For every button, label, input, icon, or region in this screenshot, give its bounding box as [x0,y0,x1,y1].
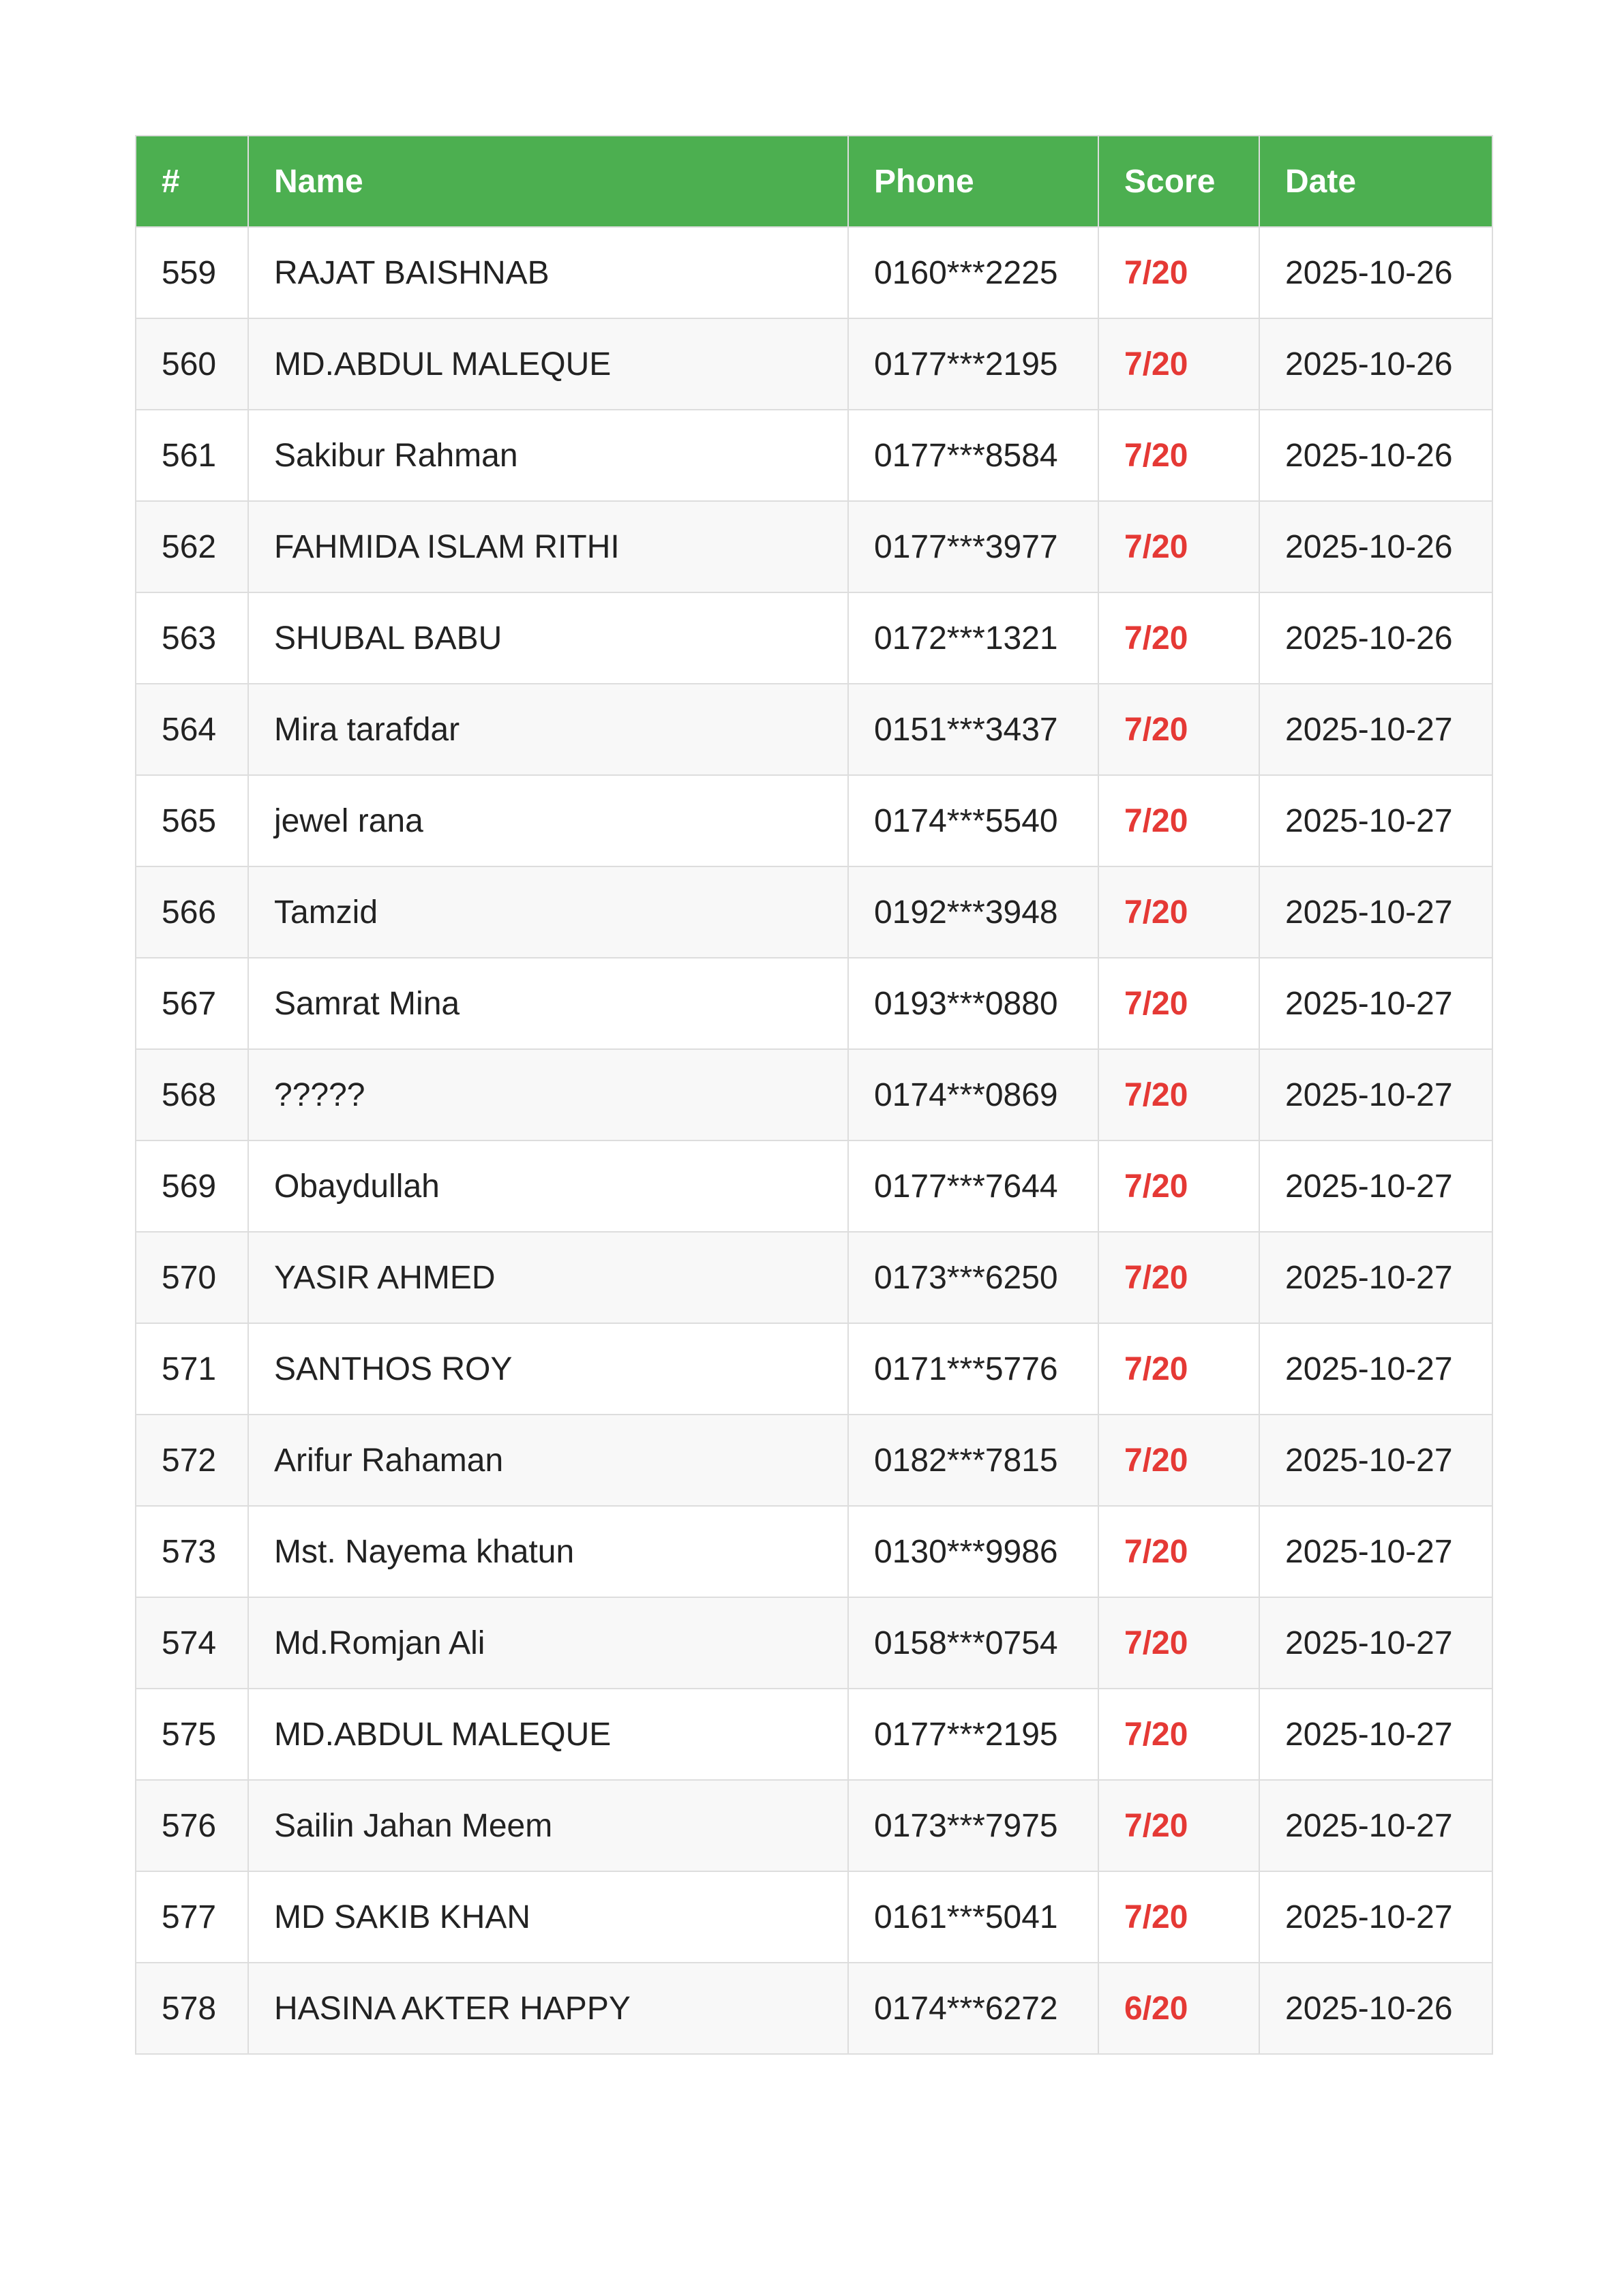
table-body [136,227,1492,2054]
cell-score: 7/20 [1098,227,1259,318]
cell-score: 7/20 [1098,1141,1259,1232]
cell-date: 2025-10-27 [1259,1780,1492,1871]
table-row [136,1141,1492,1232]
table-row [136,1597,1492,1689]
header-num: # [136,136,248,227]
cell-num: 576 [136,1780,248,1871]
cell-name: SHUBAL BABU [248,592,848,684]
cell-phone: 0174***0869 [848,1049,1098,1141]
table-row [136,1506,1492,1597]
cell-score: 7/20 [1098,1232,1259,1323]
cell-phone: 0177***3977 [848,501,1098,592]
cell-score: 7/20 [1098,592,1259,684]
cell-phone: 0177***2195 [848,1689,1098,1780]
cell-score: 7/20 [1098,1049,1259,1141]
cell-score: 7/20 [1098,318,1259,410]
cell-name: Arifur Rahaman [248,1415,848,1506]
cell-date: 2025-10-27 [1259,1597,1492,1689]
cell-phone: 0130***9986 [848,1506,1098,1597]
cell-date: 2025-10-26 [1259,227,1492,318]
cell-phone: 0192***3948 [848,866,1098,958]
table-row [136,1780,1492,1871]
cell-num: 568 [136,1049,248,1141]
cell-phone: 0193***0880 [848,958,1098,1049]
table-row [136,1871,1492,1963]
cell-name: FAHMIDA ISLAM RITHI [248,501,848,592]
cell-num: 574 [136,1597,248,1689]
cell-phone: 0171***5776 [848,1323,1098,1415]
cell-name: MD SAKIB KHAN [248,1871,848,1963]
cell-phone: 0173***6250 [848,1232,1098,1323]
cell-name: ????? [248,1049,848,1141]
cell-date: 2025-10-27 [1259,1232,1492,1323]
cell-name: Mst. Nayema khatun [248,1506,848,1597]
cell-date: 2025-10-26 [1259,501,1492,592]
cell-name: Tamzid [248,866,848,958]
table-row [136,227,1492,318]
cell-num: 559 [136,227,248,318]
cell-phone: 0161***5041 [848,1871,1098,1963]
cell-name: Obaydullah [248,1141,848,1232]
cell-date: 2025-10-26 [1259,410,1492,501]
table-row [136,1415,1492,1506]
cell-num: 566 [136,866,248,958]
cell-num: 577 [136,1871,248,1963]
cell-name: SANTHOS ROY [248,1323,848,1415]
cell-phone: 0160***2225 [848,227,1098,318]
cell-score: 7/20 [1098,1597,1259,1689]
table-row [136,501,1492,592]
cell-score: 7/20 [1098,501,1259,592]
cell-name: Sailin Jahan Meem [248,1780,848,1871]
cell-num: 578 [136,1963,248,2054]
cell-score: 7/20 [1098,1323,1259,1415]
cell-num: 575 [136,1689,248,1780]
cell-phone: 0174***5540 [848,775,1098,866]
cell-name: MD.ABDUL MALEQUE [248,318,848,410]
cell-score: 7/20 [1098,775,1259,866]
cell-num: 561 [136,410,248,501]
cell-name: Mira tarafdar [248,684,848,775]
header-name: Name [248,136,848,227]
cell-date: 2025-10-26 [1259,1963,1492,2054]
cell-score: 7/20 [1098,866,1259,958]
cell-date: 2025-10-26 [1259,592,1492,684]
cell-phone: 0173***7975 [848,1780,1098,1871]
cell-date: 2025-10-27 [1259,866,1492,958]
header-score: Score [1098,136,1259,227]
cell-date: 2025-10-27 [1259,958,1492,1049]
cell-name: Md.Romjan Ali [248,1597,848,1689]
results-table [135,135,1493,2055]
cell-date: 2025-10-27 [1259,684,1492,775]
cell-phone: 0158***0754 [848,1597,1098,1689]
table-row [136,958,1492,1049]
cell-score: 7/20 [1098,1780,1259,1871]
cell-score: 7/20 [1098,1871,1259,1963]
table-row [136,1232,1492,1323]
cell-phone: 0177***2195 [848,318,1098,410]
cell-score: 7/20 [1098,410,1259,501]
table-row [136,1963,1492,2054]
header-date: Date [1259,136,1492,227]
table-row [136,684,1492,775]
cell-phone: 0174***6272 [848,1963,1098,2054]
table-row [136,410,1492,501]
cell-date: 2025-10-26 [1259,318,1492,410]
cell-phone: 0177***8584 [848,410,1098,501]
cell-num: 560 [136,318,248,410]
cell-date: 2025-10-27 [1259,1323,1492,1415]
table-row [136,318,1492,410]
cell-date: 2025-10-27 [1259,775,1492,866]
table-row [136,866,1492,958]
cell-name: MD.ABDUL MALEQUE [248,1689,848,1780]
cell-score: 7/20 [1098,1689,1259,1780]
cell-date: 2025-10-27 [1259,1415,1492,1506]
cell-name: jewel rana [248,775,848,866]
cell-name: HASINA AKTER HAPPY [248,1963,848,2054]
cell-num: 571 [136,1323,248,1415]
cell-score: 7/20 [1098,1506,1259,1597]
cell-name: RAJAT BAISHNAB [248,227,848,318]
cell-num: 572 [136,1415,248,1506]
cell-num: 569 [136,1141,248,1232]
table-row [136,1689,1492,1780]
cell-date: 2025-10-27 [1259,1141,1492,1232]
cell-date: 2025-10-27 [1259,1506,1492,1597]
table-header [136,136,1492,227]
header-phone: Phone [848,136,1098,227]
cell-score: 7/20 [1098,1415,1259,1506]
cell-date: 2025-10-27 [1259,1871,1492,1963]
cell-num: 563 [136,592,248,684]
cell-num: 565 [136,775,248,866]
cell-date: 2025-10-27 [1259,1689,1492,1780]
cell-phone: 0182***7815 [848,1415,1098,1506]
table-row [136,1049,1492,1141]
cell-num: 564 [136,684,248,775]
cell-phone: 0172***1321 [848,592,1098,684]
cell-name: YASIR AHMED [248,1232,848,1323]
cell-name: Samrat Mina [248,958,848,1049]
cell-score: 7/20 [1098,958,1259,1049]
cell-num: 570 [136,1232,248,1323]
cell-num: 562 [136,501,248,592]
cell-score: 6/20 [1098,1963,1259,2054]
table-row [136,775,1492,866]
cell-date: 2025-10-27 [1259,1049,1492,1141]
cell-phone: 0151***3437 [848,684,1098,775]
cell-num: 573 [136,1506,248,1597]
table-row [136,592,1492,684]
cell-phone: 0177***7644 [848,1141,1098,1232]
cell-score: 7/20 [1098,684,1259,775]
cell-num: 567 [136,958,248,1049]
table-row [136,1323,1492,1415]
header-row [136,136,1492,227]
cell-name: Sakibur Rahman [248,410,848,501]
